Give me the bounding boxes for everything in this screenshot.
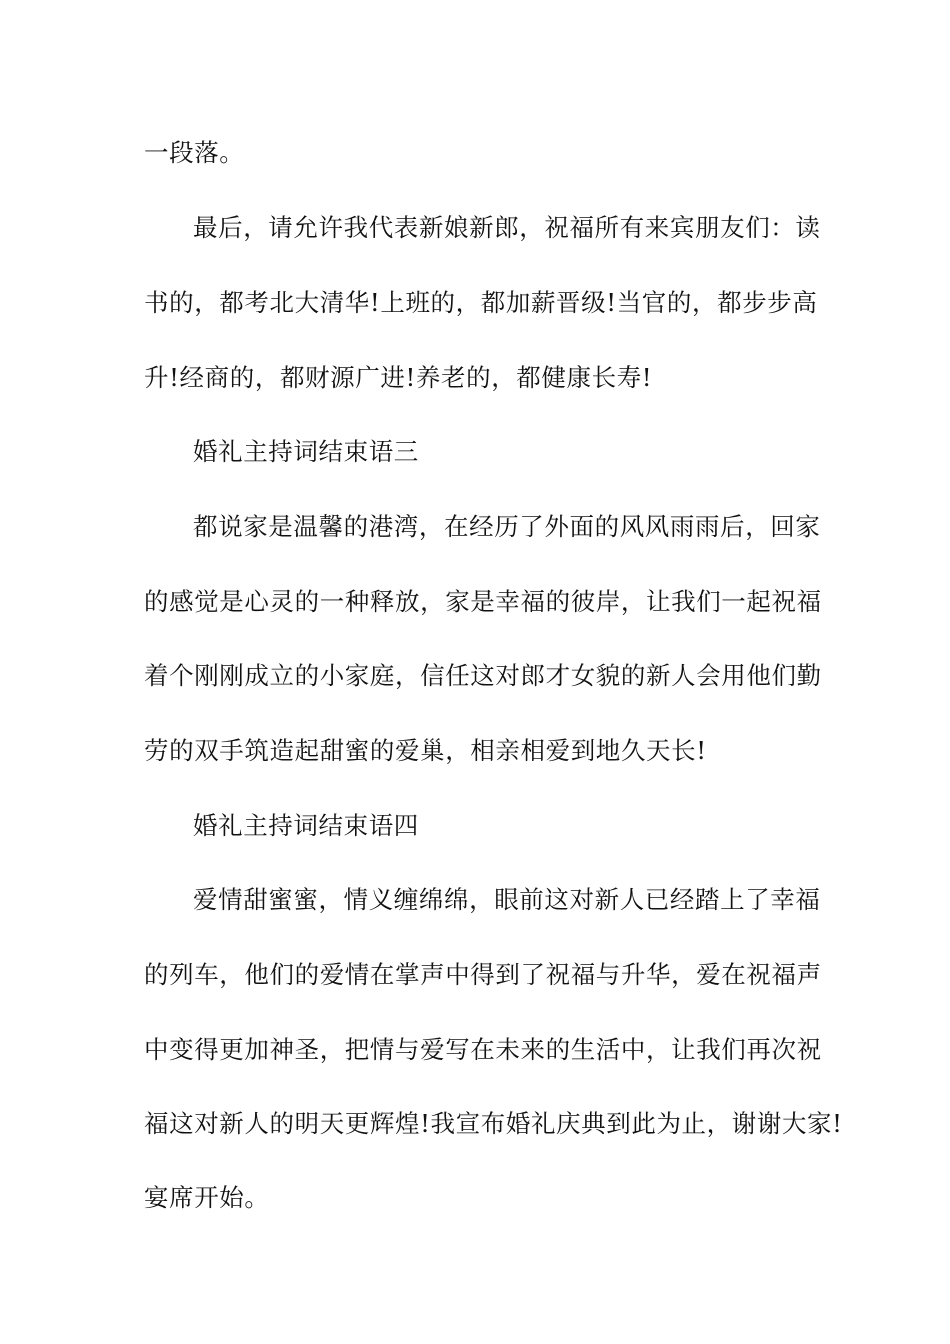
paragraph-line: 着个刚刚成立的小家庭，信任这对郎才女貌的新人会用他们勤 (144, 661, 822, 690)
paragraph-line: 最后，请允许我代表新娘新郎，祝福所有来宾朋友们：读 (193, 213, 821, 242)
paragraph-line: 的列车，他们的爱情在掌声中得到了祝福与升华，爱在祝福声 (144, 960, 822, 989)
section-heading: 婚礼主持词结束语四 (193, 811, 419, 840)
paragraph-line: 爱情甜蜜蜜，情义缠绵绵，眼前这对新人已经踏上了幸福 (193, 885, 821, 914)
paragraph-line: 都说家是温馨的港湾，在经历了外面的风风雨雨后，回家 (193, 512, 821, 541)
paragraph-line: 书的，都考北大清华!上班的，都加薪晋级!当官的，都步步高 (144, 288, 818, 317)
section-heading: 婚礼主持词结束语三 (193, 437, 419, 466)
paragraph-line: 的感觉是心灵的一种释放，家是幸福的彼岸，让我们一起祝福 (144, 587, 822, 616)
paragraph-line: 宴席开始。 (144, 1183, 270, 1212)
paragraph-line: 一段落。 (144, 138, 245, 167)
paragraph-line: 中变得更加神圣，把情与爱写在未来的生活中，让我们再次祝 (144, 1035, 822, 1064)
paragraph-line: 福这对新人的明天更辉煌!我宣布婚礼庆典到此为止，谢谢大家! (144, 1109, 843, 1138)
paragraph-line: 升!经商的，都财源广进!养老的，都健康长寿! (144, 363, 653, 392)
paragraph-line: 劳的双手筑造起甜蜜的爱巢，相亲相爱到地久天长! (144, 736, 707, 765)
